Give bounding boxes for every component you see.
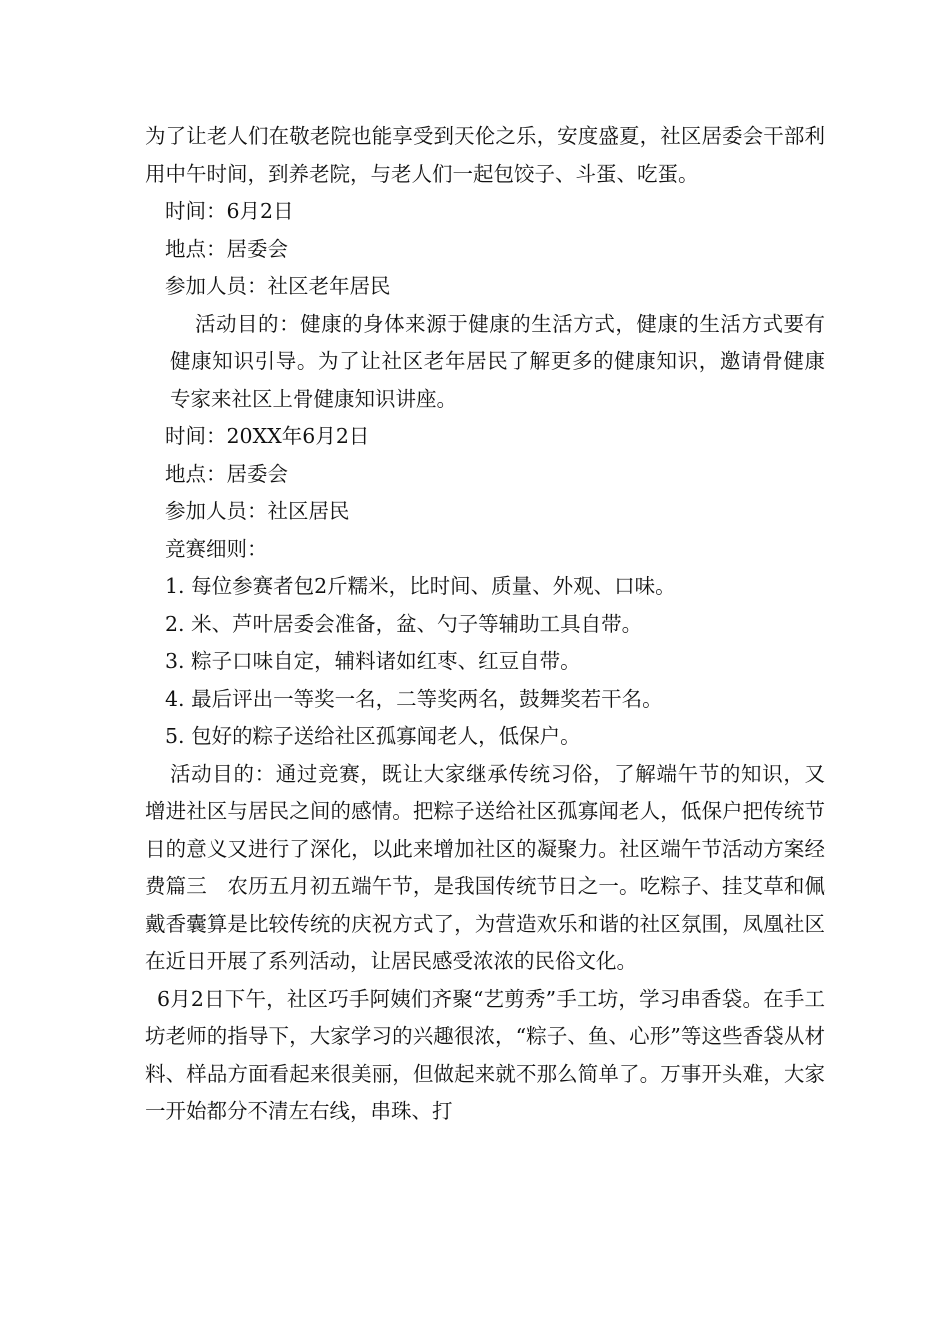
paragraph-participants-1: 参加人员：社区老年居民 (165, 274, 391, 298)
paragraph-purpose-1-text: 活动目的：健康的身体来源于健康的生活方式，健康的生活方式要有健康知识引导。为了让社区老年居民了解更多的健康知识，邀请骨健康专家来社区上骨健康知识讲座。 (170, 311, 825, 411)
paragraph-purpose-2-text: 活动目的：通过竞赛，既让大家继承传统习俗，了解端午节的知识，又增进社区与居民之间的感情。把粽子送给社区孤寡闻老人，低保户把传统节日的意义又进行了深化，以此来增加社区的凝聚力。社区端午节活动方案经费篇三 农历五月初五端午节，是我国传统节日之一。吃粽子、挂艾草和佩戴香囊算是比较传统的庆祝方式了，为营造欢乐和谐的社区氛围，凤凰社区在近日开展了系列活动，让居民感受浓浓的民俗文化。 (145, 761, 825, 973)
document-body (145, 118, 825, 1131)
paragraph-purpose-2 (145, 756, 825, 981)
paragraph-june-second (145, 981, 825, 1131)
paragraph-rules-heading: 竞赛细则： (165, 536, 268, 561)
paragraph-location-1: 地点：居委会 (165, 236, 288, 261)
list-item-rule-1: 1. 每位参赛者包2斤糯米，比时间、质量、外观、口味。 (165, 574, 676, 598)
paragraph-june-second-text: 6月2日下午，社区巧手阿姨们齐聚“艺剪秀”手工坊，学习串香袋。在手工坊老师的指导下，大家学习的兴趣很浓，“粽子、鱼、心形”等这些香袋从材料、样品方面看起来很美丽，但做起来就不那么简单了。万事开头难，大家一开始都分不清左右线，串珠、打 (145, 986, 825, 1123)
paragraph-time-1: 时间：6月2日 (165, 199, 294, 223)
paragraph-location-2: 地点：居委会 (165, 461, 288, 486)
list-item-rule-3: 3. 粽子口味自定，辅料诸如红枣、红豆自带。 (165, 649, 581, 673)
list-item-rule-2: 2. 米、芦叶居委会准备，盆、勺子等辅助工具自带。 (165, 611, 643, 636)
paragraph-time-2: 时间：20XX年6月2日 (165, 424, 370, 448)
paragraph-intro: 为了让老人们在敬老院也能享受到天伦之乐，安度盛夏，社区居委会干部利用中午时间，到养老院，与老人们一起包饺子、斗蛋、吃蛋。 (145, 124, 825, 186)
list-item-rule-4: 4. 最后评出一等奖一名，二等奖两名，鼓舞奖若干名。 (165, 686, 663, 711)
list-item-rule-5: 5. 包好的粽子送给社区孤寡闻老人，低保户。 (165, 724, 581, 748)
paragraph-participants-2: 参加人员：社区居民 (165, 499, 350, 523)
paragraph-purpose-1 (145, 306, 825, 419)
